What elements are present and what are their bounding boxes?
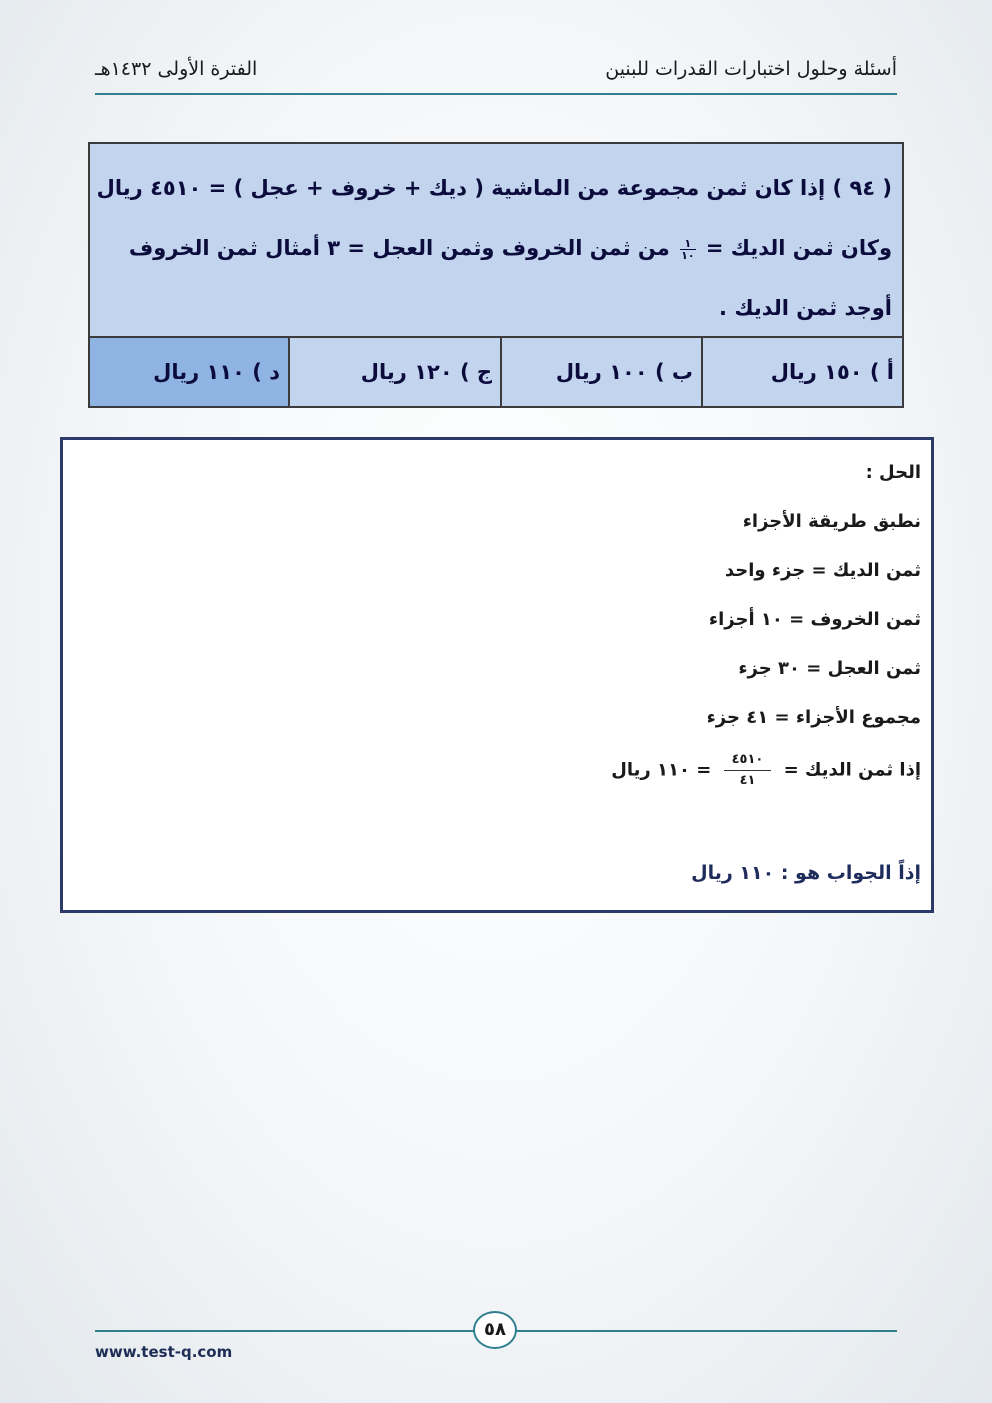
solution-step-5: مجموع الأجزاء = ٤١ جزء [706, 707, 921, 728]
solution-heading: الحل : [865, 462, 921, 483]
book-title: أسئلة وحلول اختبارات القدرات للبنين [605, 58, 897, 80]
question-fraction [680, 238, 695, 261]
page-header [95, 52, 897, 92]
solution-box [60, 437, 934, 913]
fraction-denominator: ١٠ [681, 248, 695, 262]
solution-fraction [724, 752, 772, 789]
final-answer: إذاً الجواب هو : ١١٠ ريال [691, 862, 921, 884]
question-line-3: أوجد ثمن الديك . [719, 296, 892, 320]
solution-step-2: ثمن الديك = جزء واحد [724, 560, 921, 581]
question-line-2 [100, 218, 892, 278]
question-line-2-end: من ثمن الخروف وثمن العجل = ٣ أمثال ثمن الخروف [128, 236, 670, 260]
solution-step-4: ثمن العجل = ٣٠ جزء [738, 658, 921, 679]
solution-text [611, 458, 921, 884]
question-line-1: ( ٩٤ ) إذا كان ثمن مجموعة من الماشية ( ديك + خروف + عجل ) = ٤٥١٠ ريال [96, 176, 892, 200]
question-box [88, 142, 904, 408]
page-number: ٥٨ [473, 1311, 517, 1349]
fraction-numerator: ١ [680, 238, 695, 250]
answer-option-c[interactable]: ج ) ١٢٠ ريال [288, 338, 500, 406]
solution-step-3: ثمن الخروف = ١٠ أجزاء [708, 609, 921, 630]
exam-period: الفترة الأولى ١٤٣٢هـ [95, 58, 258, 80]
solution-fraction-denominator: ٤١ [739, 773, 756, 788]
solution-step-1: نطبق طريقة الأجزاء [742, 511, 921, 532]
answer-option-a[interactable]: أ ) ١٥٠ ريال [701, 338, 902, 406]
solution-fraction-numerator: ٤٥١٠ [724, 752, 772, 771]
solution-step-6-end: = ١١٠ ريال [611, 759, 712, 781]
answer-option-d[interactable]: د ) ١١٠ ريال [90, 338, 288, 406]
solution-step-6-start: إذا ثمن الديك = [783, 759, 921, 781]
question-text [90, 144, 902, 340]
answer-option-b[interactable]: ب ) ١٠٠ ريال [500, 338, 701, 406]
question-line-2-start: وكان ثمن الديك = [705, 236, 892, 260]
header-divider [95, 93, 897, 95]
solution-step-6 [611, 752, 921, 801]
website-link[interactable]: www.test-q.com [95, 1343, 233, 1361]
answer-options [90, 336, 902, 406]
